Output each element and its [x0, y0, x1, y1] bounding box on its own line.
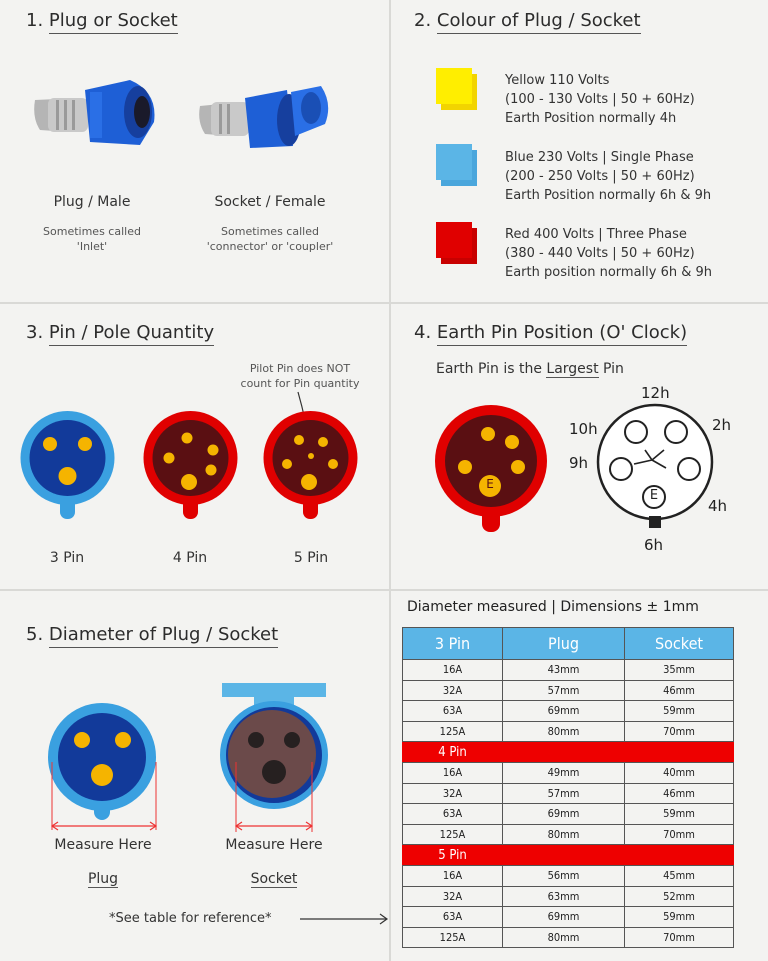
pilot-note-1: Pilot Pin does NOT	[249, 362, 351, 375]
table-row: 32A 57mm 46mm	[403, 783, 734, 804]
diameter-plug-illustration	[44, 700, 164, 840]
table-row: 16A 56mm 45mm	[403, 865, 734, 886]
table-row: 32A 57mm 46mm	[403, 680, 734, 701]
pilot-note-2: count for Pin quantity	[240, 377, 360, 390]
clock-diagram	[596, 402, 716, 532]
measure-here-socket: Measure Here	[225, 837, 323, 853]
table-row: 125A 80mm 70mm	[403, 927, 734, 948]
clock-label-9h: 9h	[569, 454, 589, 472]
table-group-5pin: 5 Pin	[403, 845, 734, 866]
section3-title: 3. Pin / Pole Quantity	[26, 322, 214, 343]
red-line1: Red 400 Volts | Three Phase	[505, 227, 687, 242]
plug-5pin	[263, 410, 358, 525]
socket-illustration	[195, 78, 335, 158]
clock-label-4h: 4h	[708, 497, 728, 515]
table-row: 63A 69mm 59mm	[403, 701, 734, 722]
section4-title: 4. Earth Pin Position (O' Clock)	[414, 322, 687, 343]
section5-title: 5. Diameter of Plug / Socket	[26, 624, 278, 645]
earth-pin-letter: E	[486, 477, 494, 491]
label-3pin: 3 Pin	[49, 550, 85, 566]
clock-label-2h: 2h	[712, 416, 732, 434]
table-caption: Diameter measured | Dimensions ± 1mm	[407, 599, 699, 615]
plug-note-1: Sometimes called	[43, 225, 141, 238]
clock-label-12h: 12h	[641, 384, 670, 402]
divider-row1	[0, 302, 768, 304]
yellow-line3: Earth Position normally 4h	[505, 111, 677, 126]
blue-swatch	[436, 144, 472, 180]
plug-note-2: 'Inlet'	[76, 240, 108, 253]
section1-title-text: Plug or Socket	[49, 10, 178, 34]
yellow-swatch	[436, 68, 472, 104]
divider-row2	[0, 589, 768, 591]
table-row: 125A 80mm 70mm	[403, 721, 734, 742]
clock-label-10h: 10h	[569, 420, 598, 438]
table-row: 32A 63mm 52mm	[403, 886, 734, 907]
socket-note-2: 'connector' or 'coupler'	[206, 240, 334, 253]
plug-4pin	[143, 410, 238, 525]
yellow-line1: Yellow 110 Volts	[505, 73, 610, 88]
section2-title: 2. Colour of Plug / Socket	[414, 10, 641, 31]
earth-pin-subtitle: Earth Pin is the Largest Pin	[436, 361, 624, 377]
socket-note-1: Sometimes called	[221, 225, 319, 238]
plug-illustration	[30, 70, 160, 155]
table-row: 16A 49mm 40mm	[403, 762, 734, 783]
yellow-line2: (100 - 130 Volts | 50 + 60Hz)	[505, 92, 695, 107]
blue-line3: Earth Position normally 6h & 9h	[505, 188, 712, 203]
section4-title-text: Earth Pin Position (O' Clock)	[437, 322, 687, 346]
table-header-row	[403, 628, 734, 660]
header-pin: 3 Pin	[403, 628, 503, 660]
section5-title-text: Diameter of Plug / Socket	[49, 624, 278, 648]
diameter-socket-label: Socket	[250, 871, 298, 887]
section2-title-text: Colour of Plug / Socket	[437, 10, 641, 34]
header-plug: Plug	[503, 628, 625, 660]
diameter-plug-label: Plug	[87, 871, 119, 887]
arrow-right-icon	[300, 912, 390, 926]
table-row: 16A 43mm 35mm	[403, 660, 734, 681]
divider-vertical	[389, 0, 391, 961]
table-group-4pin: 4 Pin	[403, 742, 734, 763]
diameter-table	[402, 627, 734, 948]
plug-male-label: Plug / Male	[53, 194, 131, 210]
see-table-note: *See table for reference*	[109, 911, 272, 926]
section1-title: 1. Plug or Socket	[26, 10, 178, 31]
table-row: 63A 69mm 59mm	[403, 907, 734, 928]
earth-plug-red	[434, 404, 548, 534]
table-row: 63A 69mm 59mm	[403, 804, 734, 825]
clock-label-6h: 6h	[644, 536, 664, 554]
red-swatch	[436, 222, 472, 258]
socket-female-label: Socket / Female	[214, 194, 326, 210]
blue-line1: Blue 230 Volts | Single Phase	[505, 150, 694, 165]
table-row: 125A 80mm 70mm	[403, 824, 734, 845]
blue-line2: (200 - 250 Volts | 50 + 60Hz)	[505, 169, 695, 184]
red-line2: (380 - 440 Volts | 50 + 60Hz)	[505, 246, 695, 261]
label-5pin: 5 Pin	[293, 550, 329, 566]
red-line3: Earth position normally 6h & 9h	[505, 265, 713, 280]
measure-here-plug: Measure Here	[54, 837, 152, 853]
plug-3pin	[20, 410, 115, 525]
label-4pin: 4 Pin	[172, 550, 208, 566]
section3-title-text: Pin / Pole Quantity	[49, 322, 214, 346]
header-socket: Socket	[625, 628, 734, 660]
diameter-socket-illustration	[218, 680, 330, 835]
clock-earth-letter: E	[649, 488, 659, 503]
